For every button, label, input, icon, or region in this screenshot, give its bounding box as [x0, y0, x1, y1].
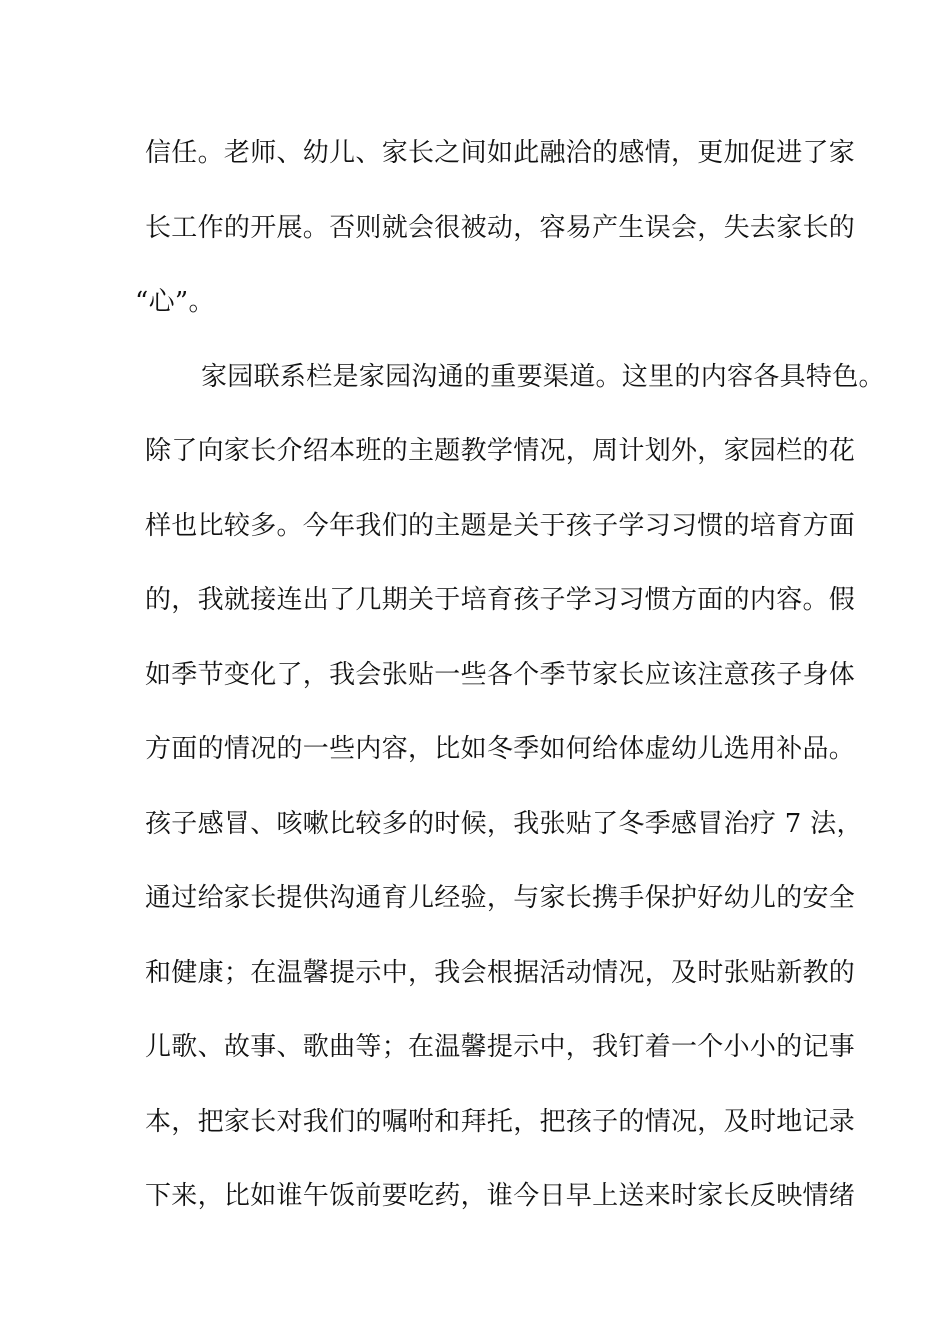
- text-line-4: 家园联系栏是家园沟通的重要渠道。这里的内容各具特色。: [201, 361, 885, 392]
- text-line-5: 除了向家长介绍本班的主题教学情况，周计划外，家园栏的花: [145, 436, 856, 466]
- text-line-7: 的，我就接连出了几期关于培育孩子学习习惯方面的内容。假: [145, 585, 856, 615]
- text-line-1: 信任。老师、幼儿、家长之间如此融洽的感情，更加促进了家: [145, 138, 856, 168]
- text-line-13: 儿歌、故事、歌曲等；在温馨提示中，我钉着一个小小的记事: [145, 1032, 856, 1062]
- text-line-15: 下来，比如谁午饭前要吃药，谁今日早上送来时家长反映情绪: [145, 1181, 856, 1211]
- text-line-9: 方面的情况的一些内容，比如冬季如何给体虚幼儿选用补品。: [145, 734, 856, 764]
- text-line-14: 本，把家长对我们的嘱咐和拜托，把孩子的情况，及时地记录: [145, 1106, 856, 1137]
- body-text: [135, 127, 885, 1245]
- text-line-8: 如季节变化了，我会张贴一些各个季节家长应该注意孩子身体: [145, 659, 856, 690]
- text-line-3: “心”。: [135, 287, 215, 317]
- text-line-11: 通过给家长提供沟通育儿经验，与家长携手保护好幼儿的安全: [145, 883, 856, 913]
- text-line-2: 长工作的开展。否则就会很被动，容易产生误会，失去家长的: [145, 212, 856, 243]
- text-line-6: 样也比较多。今年我们的主题是关于孩子学习习惯的培育方面: [145, 510, 856, 541]
- text-line-10: 孩子感冒、咳嗽比较多的时候，我张贴了冬季感冒治疗 7 法，: [145, 808, 863, 839]
- text-line-12: 和健康；在温馨提示中，我会根据活动情况，及时张贴新教的: [145, 957, 856, 988]
